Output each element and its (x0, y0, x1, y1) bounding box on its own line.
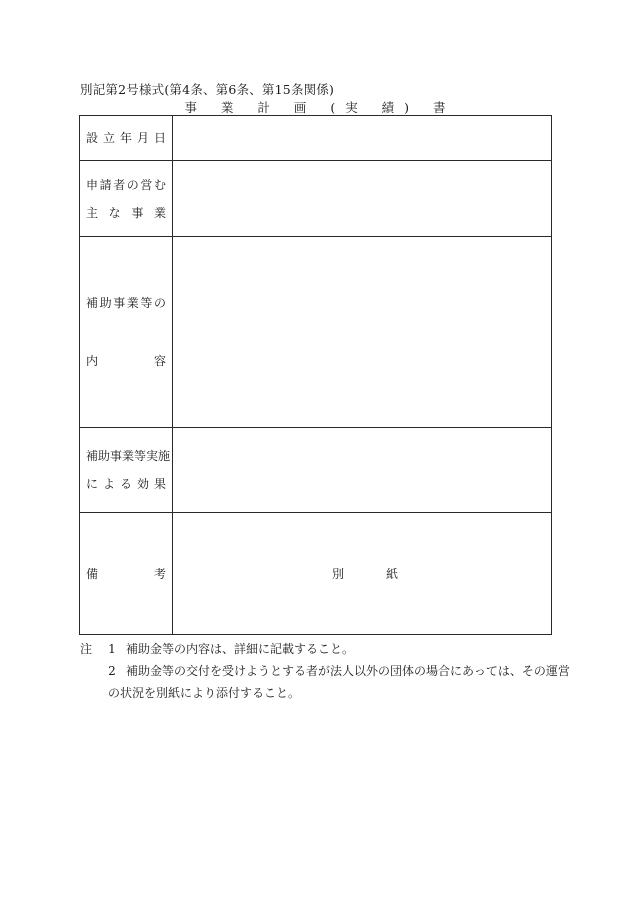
note-item-2 (80, 660, 570, 682)
label-text-establishment-date (86, 127, 166, 149)
label-char: 主 (86, 205, 99, 220)
remarks-char: 別 (331, 567, 344, 581)
label-remarks (80, 513, 173, 635)
label-char: 業 (126, 296, 139, 310)
label-char: 容 (153, 354, 166, 368)
row-remarks (80, 513, 552, 635)
label-text-remarks (86, 563, 166, 585)
note-text-continuation: の状況を別紙により添付すること。 (108, 686, 301, 700)
note-text: 補助金等の交付を受けようとする者が法人以外の団体の場合にあっては、その運営 (126, 664, 570, 678)
notes-section (80, 638, 570, 704)
field-main-business[interactable] (173, 161, 552, 237)
label-char: む (153, 177, 166, 192)
label-char: 果 (153, 477, 166, 491)
field-subsidy-content[interactable] (173, 237, 552, 428)
label-char: 請 (99, 177, 112, 192)
label-main-business (80, 161, 173, 237)
label-char: に (86, 477, 99, 491)
note-item-2-continuation (80, 682, 570, 704)
note-text: 補助金等の内容は、詳細に記載すること。 (126, 642, 355, 656)
label-char: の (126, 177, 139, 192)
label-char: 効 (136, 477, 149, 491)
label-stack-subsidy-content (86, 292, 166, 372)
label-char: の (153, 296, 166, 310)
label-char: 等 (140, 296, 153, 310)
label-line (86, 174, 166, 196)
label-line (86, 350, 166, 372)
label-char: る (119, 477, 132, 491)
label-stack-main-business (86, 174, 166, 224)
label-stack-implementation-effect (86, 445, 171, 495)
label-char: よ (102, 477, 115, 491)
label-char: 事 (113, 296, 126, 310)
label-char: 補 (86, 296, 99, 310)
label-char: 設 (86, 131, 99, 145)
label-char: 業 (153, 205, 166, 220)
label-char: 内 (86, 354, 99, 368)
label-char: 月 (136, 131, 149, 145)
note-number: 2 (108, 664, 116, 678)
remarks-char: 紙 (386, 567, 399, 581)
label-char: 事 (131, 205, 144, 220)
label-char: 考 (153, 566, 166, 581)
label-char: 助 (99, 296, 112, 310)
remarks-value (173, 565, 551, 582)
document-title: 事 業 計 画 (実 績) 書 (184, 100, 456, 115)
label-establishment-date (80, 116, 173, 161)
label-char: 日 (153, 131, 166, 145)
form-reference-note: 別記第2号様式(第4条、第6条、第15条関係) (80, 82, 335, 97)
label-char: 営 (140, 177, 153, 192)
notes-heading: 注 (80, 642, 93, 656)
row-establishment-date (80, 116, 552, 161)
label-char: 申 (86, 177, 99, 192)
field-remarks[interactable] (173, 513, 552, 635)
label-line: 補助事業等実施 (86, 449, 171, 463)
label-char: 年 (119, 131, 132, 145)
field-implementation-effect[interactable] (173, 428, 552, 513)
label-line (86, 473, 166, 495)
label-line (86, 292, 166, 314)
field-establishment-date[interactable] (173, 116, 552, 161)
note-item-1 (80, 638, 570, 660)
label-char: 者 (113, 177, 126, 192)
label-line (86, 202, 166, 224)
row-main-business (80, 161, 552, 237)
note-number: 1 (108, 642, 116, 656)
label-char: 備 (86, 566, 99, 581)
label-char: な (108, 205, 121, 220)
row-subsidy-content (80, 237, 552, 428)
label-char: 立 (102, 131, 115, 145)
business-plan-form-table (79, 115, 552, 635)
label-subsidy-content (80, 237, 173, 428)
label-implementation-effect (80, 428, 173, 513)
row-implementation-effect (80, 428, 552, 513)
